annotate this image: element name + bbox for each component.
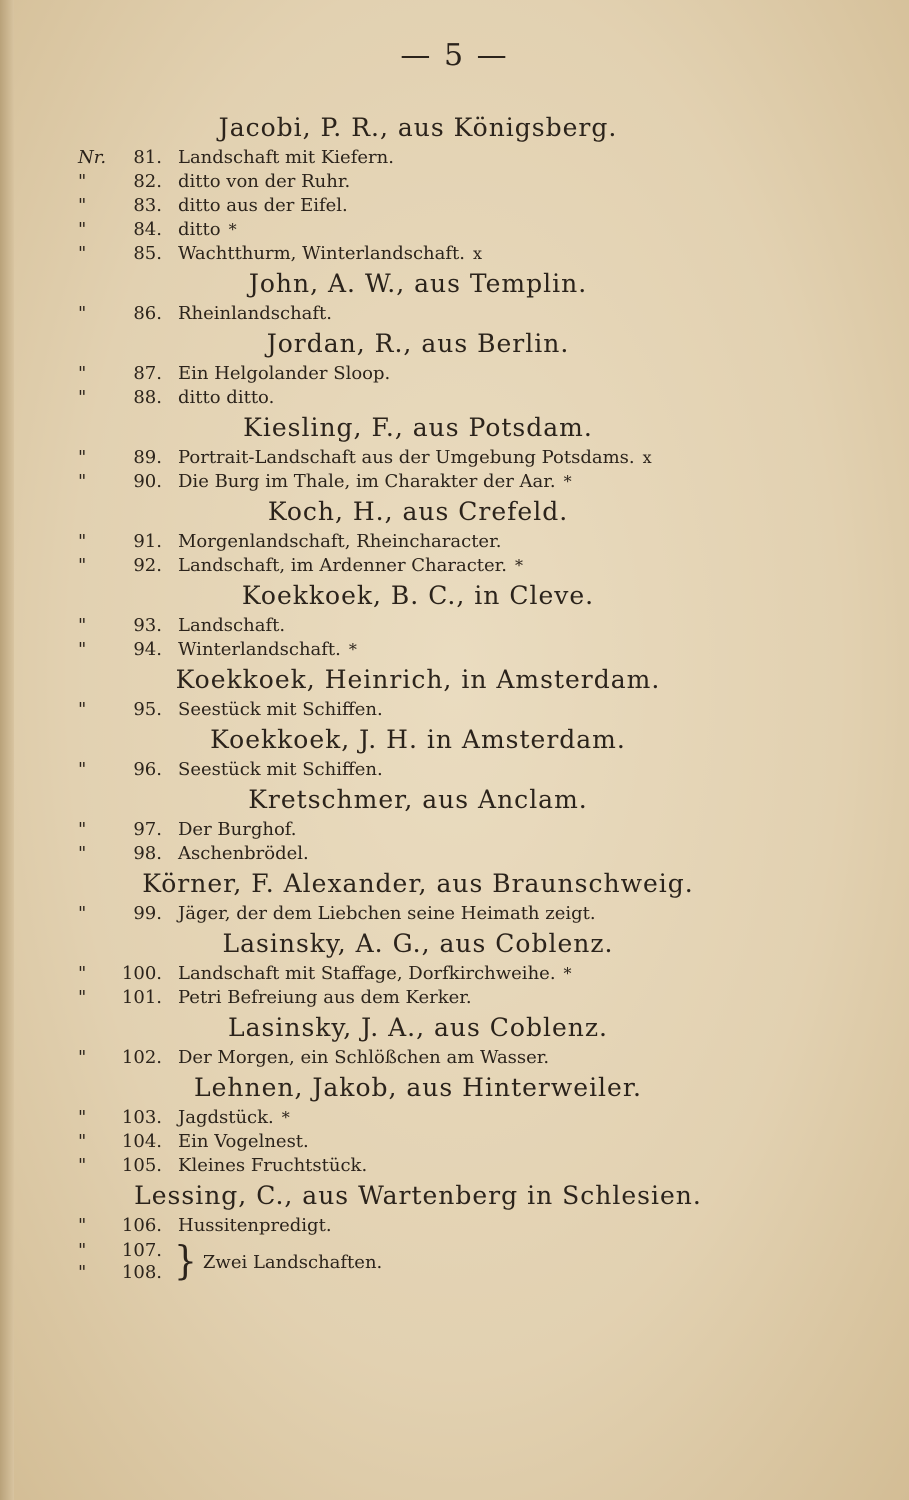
catalogue-entry [78, 902, 718, 926]
entry-prefix: " [78, 699, 87, 720]
entry-mark: * [563, 472, 572, 491]
artist-heading: Koekkoek, B. C., in Cleve. [241, 581, 595, 610]
entry-title: ditto [178, 219, 221, 240]
entry-title: Zwei Landschaften. [202, 1251, 383, 1273]
artist-heading: Koekkoek, J. H. in Amsterdam. [210, 725, 626, 754]
entry-prefix: " [78, 387, 87, 408]
entry-prefix: " [78, 987, 87, 1008]
catalogue-entry [78, 218, 718, 242]
entry-prefix: " [78, 171, 87, 192]
entry-title: ditto ditto. [178, 387, 275, 408]
entry-number: 104. [121, 1131, 162, 1152]
catalogue-entry [78, 386, 718, 410]
entry-title: Landschaft. [178, 615, 286, 636]
entry-title: Landschaft mit Staffage, Dorfkirchweihe. [178, 963, 556, 984]
entry-prefix: " [78, 243, 87, 264]
artist-heading: Koch, H., aus Crefeld. [267, 497, 569, 526]
artist-heading: Lehnen, Jakob, aus Hinterweiler. [193, 1073, 642, 1102]
entry-prefix: " [78, 639, 87, 660]
entry-number: 93. [133, 615, 162, 636]
page-number: — 5 — [400, 38, 509, 73]
catalogue-entry [78, 758, 718, 782]
entry-number: 83. [133, 195, 162, 216]
catalogue-entry [78, 1046, 718, 1070]
catalogue-entry [78, 842, 718, 866]
entry-number: 89. [133, 447, 162, 468]
entry-title: Seestück mit Schiffen. [178, 759, 383, 780]
entry-number: 90. [133, 471, 162, 492]
entry-title: Rheinlandschaft. [178, 303, 333, 324]
entry-mark: * [515, 556, 524, 575]
catalogue-entry [78, 698, 718, 722]
entry-title: Hussitenpredigt. [178, 1215, 332, 1236]
entry-prefix: " [78, 303, 87, 324]
entry-title: Morgenlandschaft, Rheincharacter. [178, 531, 502, 552]
entry-prefix: " [78, 1107, 87, 1128]
entry-number: 84. [133, 219, 162, 240]
entry-title: Portrait-Landschaft aus der Umgebung Potsdams. [178, 447, 635, 468]
entry-prefix: " [78, 963, 87, 984]
catalogue-entry [78, 470, 718, 494]
catalogue-entry [78, 1106, 718, 1130]
entry-title: Jäger, der dem Liebchen seine Heimath zeigt. [178, 903, 596, 924]
entry-prefix: " [78, 1240, 87, 1261]
entry-title: Wachtthurm, Winterlandschaft. [178, 243, 465, 264]
bracket-numbers [78, 1240, 174, 1284]
catalogue-entry [78, 962, 718, 986]
entry-title: Ein Vogelnest. [178, 1131, 309, 1152]
catalogue-entry [78, 1262, 174, 1284]
entry-title: Winterlandschaft. [178, 639, 341, 660]
artist-heading: John, A. W., aus Templin. [248, 269, 588, 298]
entry-title: Landschaft mit Kiefern. [178, 147, 394, 168]
entry-prefix: " [78, 1262, 87, 1283]
entry-number: 97. [133, 819, 162, 840]
catalogue-entry [78, 1214, 718, 1238]
entry-number: 96. [133, 759, 162, 780]
entry-prefix: " [78, 363, 87, 384]
entry-prefix: " [78, 903, 87, 924]
entry-prefix: " [78, 447, 87, 468]
artist-heading: Kretschmer, aus Anclam. [248, 785, 588, 814]
entry-mark: * [281, 1108, 290, 1127]
entry-title: Die Burg im Thale, im Charakter der Aar. [178, 471, 556, 492]
entry-title: Kleines Fruchtstück. [178, 1155, 368, 1176]
entry-title: Jagdstück. [178, 1107, 274, 1128]
entry-prefix: " [78, 1155, 87, 1176]
artist-heading: Lasinsky, A. G., aus Coblenz. [222, 929, 614, 958]
entry-number: 100. [121, 963, 162, 984]
catalogue-entry [78, 530, 718, 554]
catalogue-entry [78, 818, 718, 842]
entry-number: 92. [133, 555, 162, 576]
entry-mark: * [563, 964, 572, 983]
entry-prefix: " [78, 471, 87, 492]
catalogue-entry [78, 170, 718, 194]
artist-heading: Jacobi, P. R., aus Königsberg. [218, 113, 618, 142]
entry-number: 99. [133, 903, 162, 924]
artist-heading: Jordan, R., aus Berlin. [266, 329, 570, 358]
entry-prefix: " [78, 531, 87, 552]
entry-prefix: " [78, 555, 87, 576]
entry-prefix: " [78, 759, 87, 780]
artist-heading: Körner, F. Alexander, aus Braunschweig. [142, 869, 694, 898]
entry-mark: * [228, 220, 237, 239]
entry-number: 94. [133, 639, 162, 660]
catalogue-entry [78, 302, 718, 326]
entry-title: Landschaft, im Ardenner Character. [178, 555, 508, 576]
artist-heading: Lessing, C., aus Wartenberg in Schlesien. [134, 1181, 702, 1210]
entry-number: 107. [121, 1240, 162, 1261]
entry-number: 101. [121, 987, 162, 1008]
entry-number: 108. [121, 1262, 162, 1283]
entry-number: 105. [121, 1155, 162, 1176]
entry-mark: * [348, 640, 357, 659]
entry-title: Der Burghof. [178, 819, 297, 840]
entry-title: ditto von der Ruhr. [178, 171, 351, 192]
brace-icon: } [174, 1238, 197, 1284]
entry-prefix: " [78, 219, 87, 240]
entry-number: 102. [121, 1047, 162, 1068]
entry-prefix: " [78, 615, 87, 636]
entry-number: 103. [121, 1107, 162, 1128]
catalogue-entry [78, 146, 718, 170]
entry-mark: x [642, 448, 652, 467]
entry-number: 87. [133, 363, 162, 384]
catalogue-entry [78, 614, 718, 638]
entry-number: 98. [133, 843, 162, 864]
artist-heading: Koekkoek, Heinrich, in Amsterdam. [175, 665, 661, 694]
catalogue-entry [78, 446, 718, 470]
entry-prefix: " [78, 819, 87, 840]
entry-number: 95. [133, 699, 162, 720]
entry-prefix: " [78, 195, 87, 216]
catalogue-entry [78, 638, 718, 662]
catalogue-entry [78, 1130, 718, 1154]
catalogue-list [78, 110, 718, 1286]
entry-title: Ein Helgolander Sloop. [178, 363, 391, 384]
entry-prefix: " [78, 1047, 87, 1068]
artist-heading: Kiesling, F., aus Potsdam. [243, 413, 593, 442]
catalogue-entry [78, 194, 718, 218]
entry-title: Aschenbrödel. [178, 843, 309, 864]
catalogue-entry [78, 554, 718, 578]
entry-number: 81. [133, 147, 162, 168]
entry-number: 85. [133, 243, 162, 264]
catalogue-entry [78, 986, 718, 1010]
catalogue-entry [78, 362, 718, 386]
entry-prefix: " [78, 1215, 87, 1236]
bracket-entry-group [78, 1238, 718, 1286]
entry-title: Der Morgen, ein Schlößchen am Wasser. [178, 1047, 550, 1068]
book-gutter [0, 0, 14, 1500]
entry-number: 91. [133, 531, 162, 552]
catalogue-entry [78, 242, 718, 266]
entry-number: 106. [121, 1215, 162, 1236]
entry-number: 82. [133, 171, 162, 192]
entry-prefix: " [78, 843, 87, 864]
catalogue-entry [78, 1154, 718, 1178]
entry-number: 88. [133, 387, 162, 408]
entry-prefix: " [78, 1131, 87, 1152]
entry-title: ditto aus der Eifel. [178, 195, 348, 216]
entry-title: Petri Befreiung aus dem Kerker. [178, 987, 472, 1008]
artist-heading: Lasinsky, J. A., aus Coblenz. [228, 1013, 608, 1042]
entry-mark: x [473, 244, 483, 263]
entry-number: 86. [133, 303, 162, 324]
catalogue-entry [78, 1240, 174, 1262]
entry-prefix: Nr. [78, 147, 107, 168]
entry-title: Seestück mit Schiffen. [178, 699, 383, 720]
